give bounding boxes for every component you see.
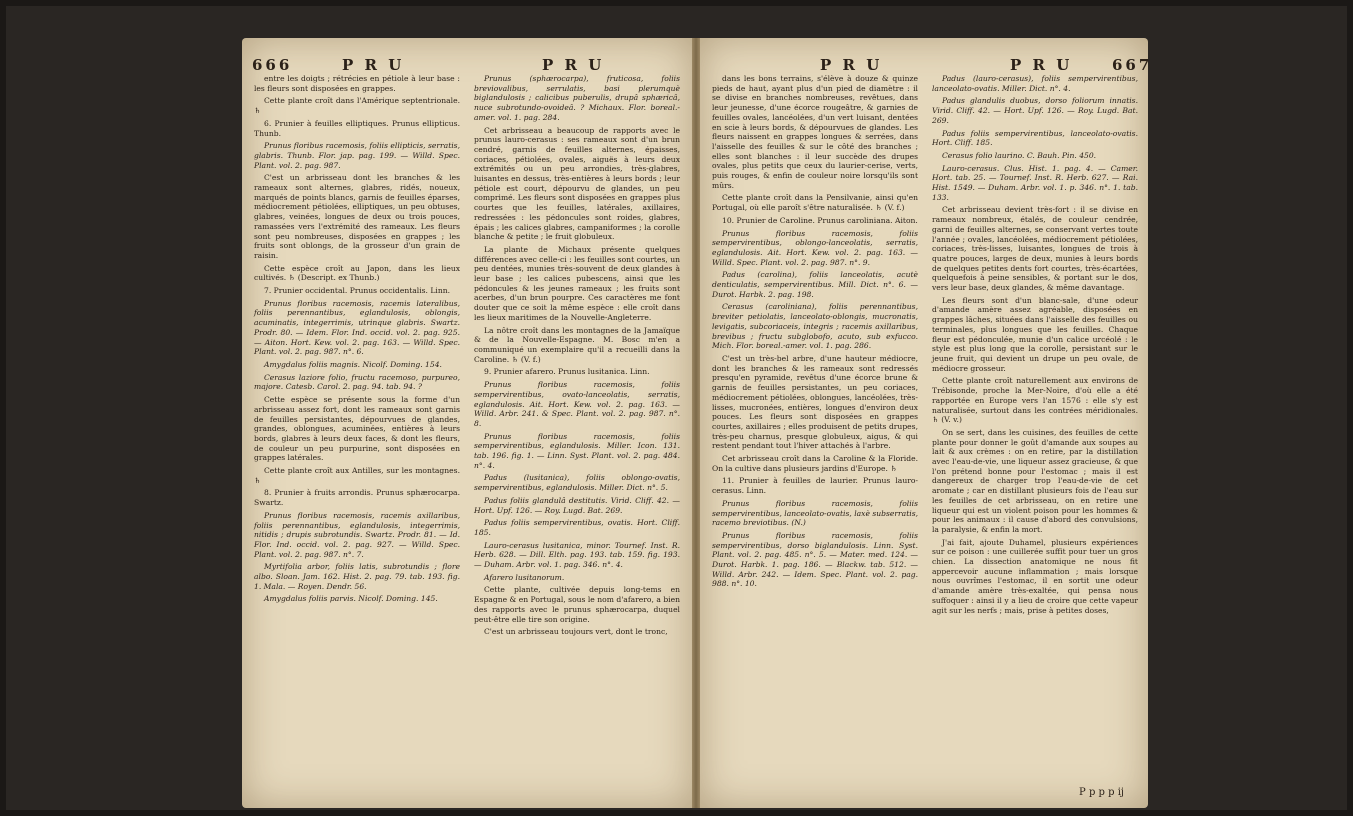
paragraph: dans les bons terrains, s'élève à douze & quinze pieds de haut, ayant plus d'un pied de diamètre : il se divise en branches nombreuses, revêtues, dans leur jeunesse, d'une écorce rougeâtre, & garnies de feuilles ovales, lancéolées, d'un vert luisant, dentées en scie à leurs bords, & dépourvues de glandes. Les fleurs naissent en grappes longues & serrées, dans l'aisselle des feuilles & sur le côté des branches ; elles sont blanches : il leur succède des drupes ovales, plus petits que ceux du laurier-cerise, verts, puis rouges, & enfin de couleur noire lorsqu'ils sont mûrs. (712, 74, 918, 190)
paragraph: Cette plante croît dans l'Amérique septentrionale. ♄ (254, 96, 460, 116)
paragraph: 10. Prunier de Caroline. Prunus caroliniana. Aiton. (722, 215, 918, 225)
paragraph: Prunus floribus racemosis, foliis sempervirentibus, ovato-lanceolatis, serratis, eglandulosis. Ait. Hort. Kew. vol. 2. pag. 163. — Willd. Arbr. 241. & Spec. Plant. vol. 2. pag. 987. n°. 8. (474, 380, 680, 428)
paragraph: 8. Prunier à fruits arrondis. Prunus sphærocarpa. Swartz. (254, 488, 460, 508)
paragraph: Cerasus laziore folio, fructu racemoso, purpureo, majore. Catesb. Carol. 2. pag. 94. tab. 94. ? (254, 372, 460, 392)
paragraph: C'est un arbrisseau dont les branches & les rameaux sont alternes, glabres, ridés, noueux, marqués de points blancs, garnis de feuilles éparses, médiocrement pétiolées, elliptiques, un peu obtuses, glabres, veinées, longues de deux ou trois pouces, ramassées vers l'extrémité des rameaux. Les fleurs sont peu nombreuses, disposées en grappes ; les fruits sont oblongs, de la grosseur d'un grain de raisin. (254, 173, 460, 260)
paragraph: 9. Prunier afarero. Prunus lusitanica. Linn. (484, 367, 650, 377)
paragraph: Padus foliis sempervirentibus, lanceolato-ovatis. Hort. Cliff. 185. (932, 128, 1138, 148)
paragraph: La plante de Michaux présente quelques différences avec celle-ci : les feuilles sont courtes, un peu dentées, munies très-souvent de deux glandes à leur base ; les calices pubescens, ainsi que les pédoncules & les jeunes rameaux ; les fruits sont acerbes, d'un brun pourpre. Ces caractères me font douter que ce soit la même espèce : elle croît dans les lieux maritimes de la Nouvelle-Angleterre. (474, 244, 680, 322)
paragraph: Padus foliis glandulâ destitutis. Virid. Cliff. 42. — Hort. Upf. 126. — Roy. Lugd. Bat. 269. (474, 495, 680, 515)
left-header-left: P R U (342, 56, 405, 74)
left-column-2 (474, 74, 680, 640)
paragraph: 6. Prunier à feuilles elliptiques. Prunus ellipticus. Thunb. (254, 118, 460, 138)
paragraph: Cette plante croît dans la Pensilvanie, ainsi qu'en Portugal, où elle paroît s'être naturalisée. ♄ (V. f.) (712, 193, 918, 213)
paragraph: Cette espèce se présente sous la forme d'un arbrisseau assez fort, dont les rameaux sont garnis de feuilles persistantes, dépourvues de glandes, grandes, oblongues, acuminées, entières à leurs bords, glabres à leurs deux faces, & dont les fleurs, de couleur un peu purpurine, sont disposées en grappes latérales. (254, 395, 460, 463)
right-page (700, 38, 1153, 808)
paragraph: Lauro-cerasus lusitanica, minor. Tournef. Inst. R. Herb. 628. — Dill. Elth. pag. 193. tab. 159. fig. 193. — Duham. Arbr. vol. 1. pag. 346. n°. 4. (474, 540, 680, 570)
paragraph: Padus (lusitanica), foliis oblongo-ovatis, sempervirentibus, eglandulosis. Miller. Dict. n°. 5. (474, 473, 680, 493)
paragraph: Padus (carolina), foliis lanceolatis, acutè denticulatis, sempervirentibus. Mill. Dict. n°. 6. — Durot. Harbk. 2. pag. 198. (712, 270, 918, 299)
paragraph: Cette plante croît naturellement aux environs de Trébisonde, proche la Mer-Noire, d'où elle a été rapportée en Europe vers l'an 1576 : elle s'y est naturalisée, surtout dans les contrées méridionales. ♄ (V. v.) (932, 376, 1138, 425)
paragraph: Cerasus folio laurino. C. Bauh. Pin. 450. (942, 150, 1097, 160)
right-column-2 (932, 74, 1138, 618)
signature-mark: P p p p ij (1079, 787, 1124, 798)
right-column-1 (712, 74, 918, 592)
paragraph: Amygdalus foliis magnis. Nicolf. Doming. 154. (264, 359, 442, 369)
paragraph: Amygdalus foliis parvis. Nicolf. Doming. 145. (264, 594, 438, 604)
paragraph: C'est un arbrisseau toujours vert, dont le tronc, (484, 627, 668, 637)
paragraph: Prunus floribus racemosis, foliis sempervirentibus, dorso biglandulosis. Linn. Syst. Plant. vol. 2. pag. 485. n°. 5. — Mater. med. 124. — Durot. Harbk. 1. pag. 186. — Blackw. tab. 512. — Willd. Arbr. 242. — Idem. Spec. Plant. vol. 2. pag. 988. n°. 10. (712, 530, 918, 589)
paragraph: Cet arbrisseau croît dans la Caroline & la Floride. On la cultive dans plusieurs jardins d'Europe. ♄ (712, 454, 918, 473)
paragraph: La nôtre croît dans les montagnes de la Jamaïque & de la Nouvelle-Espagne. M. Bosc m'en a communiqué un exemplaire qu'il a recueilli dans la Caroline. ♄ (V. f.) (474, 325, 680, 364)
paragraph: Padus foliis sempervirentibus, ovatis. Hort. Cliff. 185. (474, 518, 680, 537)
paragraph: Cette espèce croît au Japon, dans les lieux cultivés. ♄ (Descript. ex Thunb.) (254, 263, 460, 283)
right-header-left: P R U (820, 56, 883, 74)
paragraph: C'est un très-bel arbre, d'une hauteur médiocre, dont les branches & les rameaux sont redressés presqu'en pyramide, revêtus d'une écorce brune & garnis de feuilles persistantes, un peu coriaces, médiocrement pétiolées, oblongues, lancéolées, très-lisses, mucronées, entières, longues d'environ deux pouces. Les fleurs sont disposées en grappes courtes, axillaires ; elles produisent de petits drupes, très-peu charnus, presque globuleux, aigus, & qui restent pendant tout l'hiver attachés à l'arbre. (712, 353, 918, 451)
paragraph: On se sert, dans les cuisines, des feuilles de cette plante pour donner le goût d'amande aux soupes au lait & aux crèmes : on en retire, par la distillation avec l'eau-de-vie, une liqueur assez gracieuse, & que l'on prétend bonne pour l'estomac ; mais il est dangereux de charger trop l'eau-de-vie de cet aromate ; car en distillant plusieurs fois de l'eau sur les feuilles de cet arbrisseau, on en retire une liqueur qui est un violent poison pour les hommes & pour les animaux : il cause d'abord des convulsions, la paralysie, & enfin la mort. (932, 427, 1138, 534)
paragraph: Cet arbrisseau devient très-fort : il se divise en rameaux nombreux, étalés, de couleur cendrée, garni de feuilles alternes, se conservant vertes toute l'année ; ovales, lancéolées, médiocrement pétiolées, coriaces, très-lisses, luisantes, longues de trois à quatre pouces, larges de deux, munies à leurs bords de quelques petites dents fort courtes, très-écartées, quelquefois à peine sensibles, & portant sur le dos, vers leur base, deux glandes, & même davantage. (932, 205, 1138, 293)
paragraph: 7. Prunier occidental. Prunus occidentalis. Linn. (264, 286, 451, 296)
paragraph: Prunus floribus racemosis, racemis lateralibus, foliis perennantibus, eglandulosis, oblongis, acuminatis, integerrimis, utrinque glabris. Swartz. Prodr. 80. — Idem. Flor. Ind. occid. vol. 2. pag. 925. — Aiton. Hort. Kew. vol. 2. pag. 163. — Willd. Spec. Plant. vol. 2. pag. 987. n°. 6. (254, 298, 460, 357)
right-page-number: 667 (1112, 56, 1153, 74)
paragraph: entre les doigts ; rétrécies en pétiole à leur base : les fleurs sont disposées en grappes. (254, 74, 460, 93)
paragraph: Myrtifolia arbor, foliis latis, subrotundis ; flore albo. Sloan. Jam. 162. Hist. 2. pag. 79. tab. 193. fig. 1. Mala. — Royen. Dendr. 56. (254, 562, 460, 591)
paragraph: 11. Prunier à feuilles de laurier. Prunus lauro-cerasus. Linn. (712, 476, 918, 496)
paragraph: Prunus floribus racemosis, foliis sempervirentibus, oblongo-lanceolatis, serratis, eglandulosis. Ait. Hort. Kew. vol. 2. pag. 163. — Willd. Spec. Plant. vol. 2. pag. 987. n°. 9. (712, 228, 918, 267)
paragraph: Padus glandulis duobus, dorso foliorum innatis. Virid. Cliff. 42. — Hort. Upf. 126. — Roy. Lugd. Bat. 269. (932, 96, 1138, 125)
paragraph: Cerasus (caroliniana), foliis perennantibus, breviter petiolatis, lanceolato-oblongis, mucronatis, levigatis, subcoriaceis, integris ; racemis axillaribus, brevibus ; fructu subglobofo, acuto, sub exfucco. Mich. Flor. boreal.-amer. vol. 1. pag. 286. (712, 302, 918, 351)
left-page (242, 38, 692, 808)
paragraph: Cette plante, cultivée depuis long-tems en Espagne & en Portugal, sous le nom d'afarero, a bien des rapports avec le prunus sphærocarpa, duquel peut-être elle tire son origine. (474, 585, 680, 624)
paragraph: Prunus floribus racemosis, foliis sempervirentibus, eglandulosis. Miller. Icon. 131. tab. 196. fig. 1. — Linn. Syst. Plant. vol. 2. pag. 484. n°. 4. (474, 431, 680, 470)
paragraph: Prunus floribus racemosis, foliis ellipticis, serratis, glabris. Thunb. Flor. jap. pag. 199. — Willd. Spec. Plant. vol. 2. pag. 987. (254, 141, 460, 170)
paragraph: Cette plante croît aux Antilles, sur les montagnes. ♄ (254, 466, 460, 485)
left-page-number: 666 (252, 56, 293, 74)
paragraph: Les fleurs sont d'un blanc-sale, d'une odeur d'amande amère assez agréable, disposées en grappes lâches, situées dans l'aisselle des feuilles ou terminales, plus longues que les feuilles. Chaque fleur est pédonculée, munie d'un calice urcéolé : le style est plus long que la corolle, persistant sur le jeune fruit, qui devient un drupe un peu ovale, de médiocre grosseur. (932, 295, 1138, 373)
paragraph: Lauro-cerasus. Clus. Hist. 1. pag. 4. — Camer. Hort. tab. 25. — Tournef. Inst. R. Herb. 627. — Rai. Hist. 1549. — Duham. Arbr. vol. 1. p. 346. n°. 1. tab. 133. (932, 163, 1138, 202)
paragraph: Cet arbrisseau a beaucoup de rapports avec le prunus lauro-cerasus : ses rameaux sont d'un brun cendré, garnis de feuilles alternes, épaisses, coriaces, pétiolées, ovales, aiguës à leurs deux extrémités ou un peu arrondies, très-glabres, luisantes en dessus, très-entières à leurs bords ; leur pétiole est court, dépourvu de glandes, un peu comprimé. Les fleurs sont disposées en grappes plus courtes que les feuilles, latérales, axillaires, redressées : les pédoncules sont roides, glabres, épais ; les calices glabres, campaniformes ; la corolle blanche & petite ; le fruit globuleux. (474, 125, 680, 242)
paragraph: J'ai fait, ajoute Duhamel, plusieurs expériences sur ce poison : une cuillerée suffit pour tuer un gros chien. La dissection anatomique ne nous fit appercevoir aucune inflammation ; mais lorsque nous ouvrîmes l'estomac, il en sortit une odeur d'amande amère très-exaltée, qui pensa nous suffoquer : ainsi il y a lieu de croire que cette vapeur agit sur les nerfs ; mais, prise à petites doses, (932, 537, 1138, 615)
paragraph: Afarero lusitanorum. (484, 572, 565, 582)
left-column-1 (254, 74, 460, 607)
right-header-right: P R U (1010, 56, 1073, 74)
paragraph: Prunus floribus racemosis, racemis axillaribus, foliis perennantibus, eglandulosis, integerrimis, nitidis ; drupis subrotundis. Swartz. Prodr. 81. — Id. Flor. Ind. occid. vol. 2. pag. 927. — Willd. Spec. Plant. vol. 2. pag. 987. n°. 7. (254, 510, 460, 559)
paragraph: Padus (lauro-cerasus), foliis sempervirentibus, lanceolato-ovatis. Miller. Dict. n°. 4. (932, 74, 1138, 93)
paragraph: Prunus (sphærocarpa), fruticosa, foliis breviovalibus, serrulatis, basi plerumquè biglandulosis ; calicibus puberulis, drupâ sphæricâ, nuce subrotundo-ovoideâ. ? Michaux. Flor. boreal.-amer. vol. 1. pag. 284. (474, 74, 680, 122)
left-header-right: P R U (542, 56, 605, 74)
paragraph: Prunus floribus racemosis, foliis sempervirentibus, lanceolato-ovatis, laxè subserratis, racemo breviotibus. (N.) (712, 498, 918, 528)
